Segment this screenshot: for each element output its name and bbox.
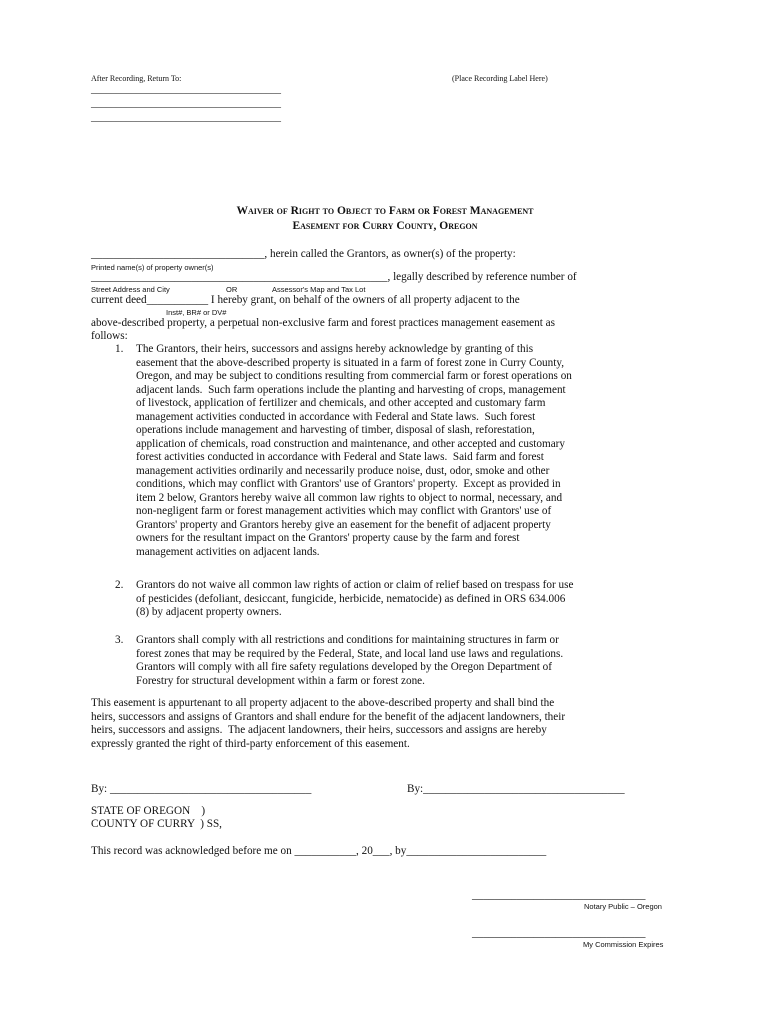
item-1-line: of livestock, application of fertilizer and chemicals, and other accepted and customary farm	[136, 397, 546, 409]
commission-expires-line[interactable]: _______________________________	[472, 927, 646, 939]
printed-names-caption: Printed name(s) of property owner(s)	[91, 263, 214, 272]
return-address-line-1[interactable]: ______________________________________	[91, 84, 281, 95]
notary-signature-line[interactable]: _______________________________	[472, 889, 646, 901]
grant-statement-line-2: follows:	[91, 330, 128, 342]
item-3-line: Forestry for structural development within a farm or forest zone.	[136, 674, 425, 687]
grant-statement-line-1: above-described property, a perpetual non-exclusive farm and forest practices management easement as	[91, 317, 555, 329]
or-caption: OR	[226, 285, 238, 294]
item-1-line: Grantors' property and Grantors hereby give an easement for the benefit of adjacent property	[136, 518, 551, 531]
item-1-line: management activities on adjacent lands.	[136, 545, 320, 558]
item-1-line: easement that the above-described property is situated in a farm of forest zone in Curry County,	[136, 356, 564, 369]
item-2-line: (8) by adjacent property owners.	[136, 606, 282, 618]
item-1-line: application of chemicals, road construction and maintenance, and other accepted and customary	[136, 437, 565, 450]
closing-line: This easement is appurtenant to all property adjacent to the above-described property and shall bind the	[91, 697, 555, 709]
item-1-line: management activities ordinarily and necessarily produce noise, dust, odor, smoke and other	[136, 464, 550, 477]
acknowledgement-line[interactable]: This record was acknowledged before me on ___________, 20___, by_________________________	[91, 845, 547, 857]
item-1-line: owners for the resultant impact on the Grantors' property cause by the farm and forest	[136, 532, 520, 544]
closing-line: heirs, successors and assigns. The adjacent landowners, their heirs, successors and assigns are hereby	[91, 724, 547, 736]
item-3-line: Grantors will comply with all fire safety regulations developed by the Oregon Department of	[136, 661, 552, 673]
state-of-oregon: STATE OF OREGON )	[91, 805, 206, 817]
item-3-text	[136, 634, 563, 688]
item-1-line: item 2 below, Grantors hereby waive all common law rights to object to normal, necessary, and	[136, 491, 563, 504]
item-1-line: forest activities conducted in accordance with Federal and State laws. Said farm and forest	[136, 451, 544, 463]
item-1-line: conditions, which may conflict with Grantors' use of Grantors' property. Except as provided in	[136, 478, 561, 490]
recording-label-placeholder: (Place Recording Label Here)	[452, 74, 548, 83]
closing-line: heirs, successors and assigns of Grantors and shall endure for the benefit of the adjacent landowners, their	[91, 710, 566, 723]
item-1-line: adjacent lands. Such farm operations include the planting and harvesting of crops, management	[136, 383, 566, 396]
street-address-caption: Street Address and City	[91, 285, 170, 294]
return-to-label: After Recording, Return To:	[91, 74, 182, 83]
item-1-text	[136, 343, 572, 559]
county-of-curry: COUNTY OF CURRY ) SS,	[91, 818, 222, 830]
item-3-line: Grantors shall comply with all restrictions and conditions for maintaining structures in farm or	[136, 634, 559, 646]
current-deed-line[interactable]: current deed___________ I hereby grant, on behalf of the owners of all property adjacent to the	[91, 294, 520, 306]
commission-expires-caption: My Commission Expires	[583, 940, 664, 949]
assessor-map-caption: Assessor's Map and Tax Lot	[272, 285, 366, 294]
item-1-line: Oregon, and may be subject to conditions resulting from commercial farm or forest operations on	[136, 370, 572, 382]
document-title-line-1: Waiver of Right to Object to Farm or Forest Management	[236, 205, 534, 217]
signature-line-right[interactable]: By:____________________________________	[407, 783, 625, 795]
return-address-line-2[interactable]: ______________________________________	[91, 98, 281, 109]
return-address-line-3[interactable]: ______________________________________	[91, 112, 281, 123]
item-1-number: 1.	[115, 343, 124, 355]
item-2-text	[136, 579, 573, 620]
notary-public-caption: Notary Public – Oregon	[584, 902, 662, 911]
item-1-line: operations include management and harvesting of timber, disposal of slash, reforestation,	[136, 424, 535, 436]
grantor-name-line[interactable]: _______________________________, herein called the Grantors, as owner(s) of the property:	[91, 248, 516, 260]
item-2-line: Grantors do not waive all common law rights of action or claim of relief based on trespass for use	[136, 579, 574, 591]
inst-number-caption: Inst#, BR# or DV#	[166, 308, 227, 317]
closing-paragraph	[91, 697, 565, 751]
item-1-line: The Grantors, their heirs, successors and assigns hereby acknowledge by granting of this	[136, 343, 534, 355]
item-2-number: 2.	[115, 579, 124, 591]
signature-line-left[interactable]: By: ____________________________________	[91, 783, 312, 795]
document-title-line-2: Easement for Curry County, Oregon	[292, 220, 478, 232]
property-address-line[interactable]: _____________________________________________________, legally described by reference number of	[91, 271, 577, 283]
item-1-line: management activities conducted in accordance with Federal and State laws. Such forest	[136, 410, 536, 423]
item-2-line: of pesticides (defoliant, desiccant, fungicide, herbicide, nematocide) as defined in ORS 634.006	[136, 592, 566, 605]
item-1-line: non-negligent farm or forest management activities which may conflict with Grantors' use of	[136, 505, 552, 517]
item-3-number: 3.	[115, 634, 124, 646]
item-3-line: forest zones that may be required by the Federal, State, and local land use laws and regulations.	[136, 647, 564, 660]
closing-line: expressly granted the right of third-party enforcement of this easement.	[91, 737, 410, 750]
